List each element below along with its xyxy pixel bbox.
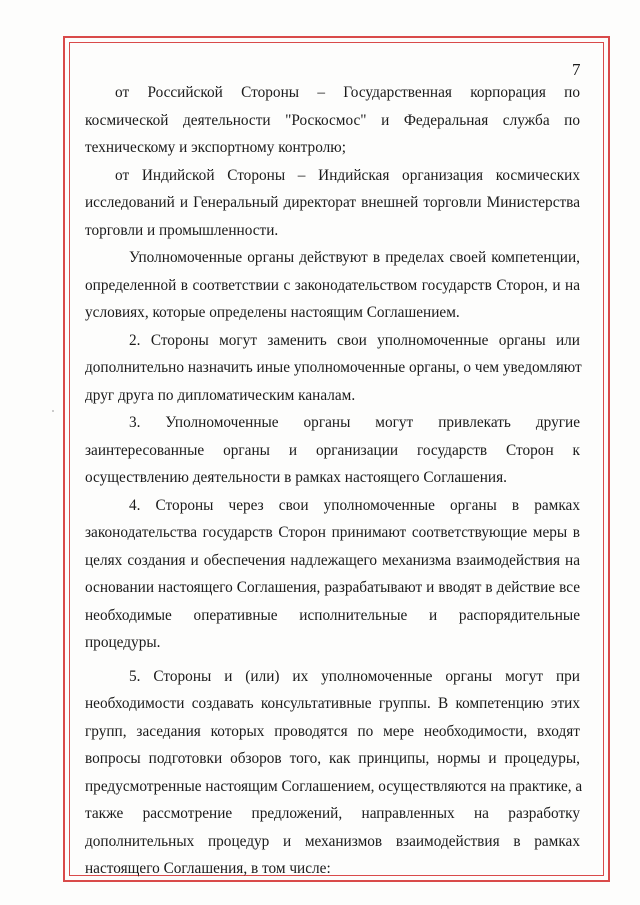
text-line: 4. Стороны через свои уполномоченные органы в рамках	[129, 496, 580, 514]
text-line: настоящего Соглашения, в том числе:	[85, 860, 331, 877]
text-line: групп, заседания которых проводятся по мере необходимости, входят	[85, 722, 580, 740]
text-line: 5. Стороны и (или) их уполномоченные органы могут при	[129, 667, 580, 685]
text-line: заинтересованные органы и организации государств Сторон к	[85, 441, 580, 459]
text-line: техническому и экспортному контролю;	[85, 139, 346, 156]
text-line: осуществлению деятельности в рамках настоящего Соглашения.	[85, 469, 507, 486]
text-line: от Российской Стороны – Государственная корпорация по	[115, 84, 580, 101]
text-line: основании настоящего Соглашения, разрабатывают и вводят в действие все	[85, 579, 580, 596]
text-line: процедуры.	[85, 634, 161, 651]
text-line: Уполномоченные органы действуют в пределах своей компетенции,	[129, 249, 580, 266]
text-line: от Индийской Стороны – Индийская организация космических	[115, 166, 580, 184]
scan-artifact	[52, 410, 54, 412]
text-line: также рассмотрение предложений, направленных на разработку	[85, 805, 580, 822]
text-line: определенной в соответствии с законодательством государств Сторон, и на	[85, 276, 580, 294]
text-line: космической деятельности "Роскосмос" и Федеральная служба по	[85, 111, 580, 129]
text-line: 2. Стороны могут заменить свои уполномоченные органы или	[129, 331, 580, 349]
text-line: исследований и Генеральный директорат внешней торговли Министерства	[85, 194, 580, 211]
text-line: условиях, которые определены настоящим Соглашением.	[85, 304, 460, 321]
text-line: друг друга по дипломатическим каналам.	[85, 386, 356, 404]
text-line: дополнительно назначить иные уполномоченные органы, о чем уведомляют	[85, 359, 582, 376]
document-body	[85, 79, 583, 883]
text-line: предусмотренные настоящим Соглашением, осуществляются на практике, а	[85, 777, 583, 795]
text-line: необходимые оперативные исполнительные и распорядительные	[85, 606, 580, 624]
text-line: необходимости создавать консультативные группы. В компетенцию этих	[85, 695, 580, 712]
text-line: дополнительных процедур и механизмов взаимодействия в рамках	[85, 832, 580, 850]
text-line: целях создания и обеспечения надлежащего механизма взаимодействия на	[85, 551, 580, 569]
text-line: 3. Уполномоченные органы могут привлекать другие	[129, 414, 580, 431]
text-line: законодательства государств Сторон принимают соответствующие меры в	[85, 524, 580, 541]
text-line: вопросы подготовки обзоров того, как принципы, нормы и процедуры,	[85, 750, 580, 767]
page-number: 7	[572, 60, 581, 79]
text-line: торговли и промышленности.	[85, 221, 279, 239]
